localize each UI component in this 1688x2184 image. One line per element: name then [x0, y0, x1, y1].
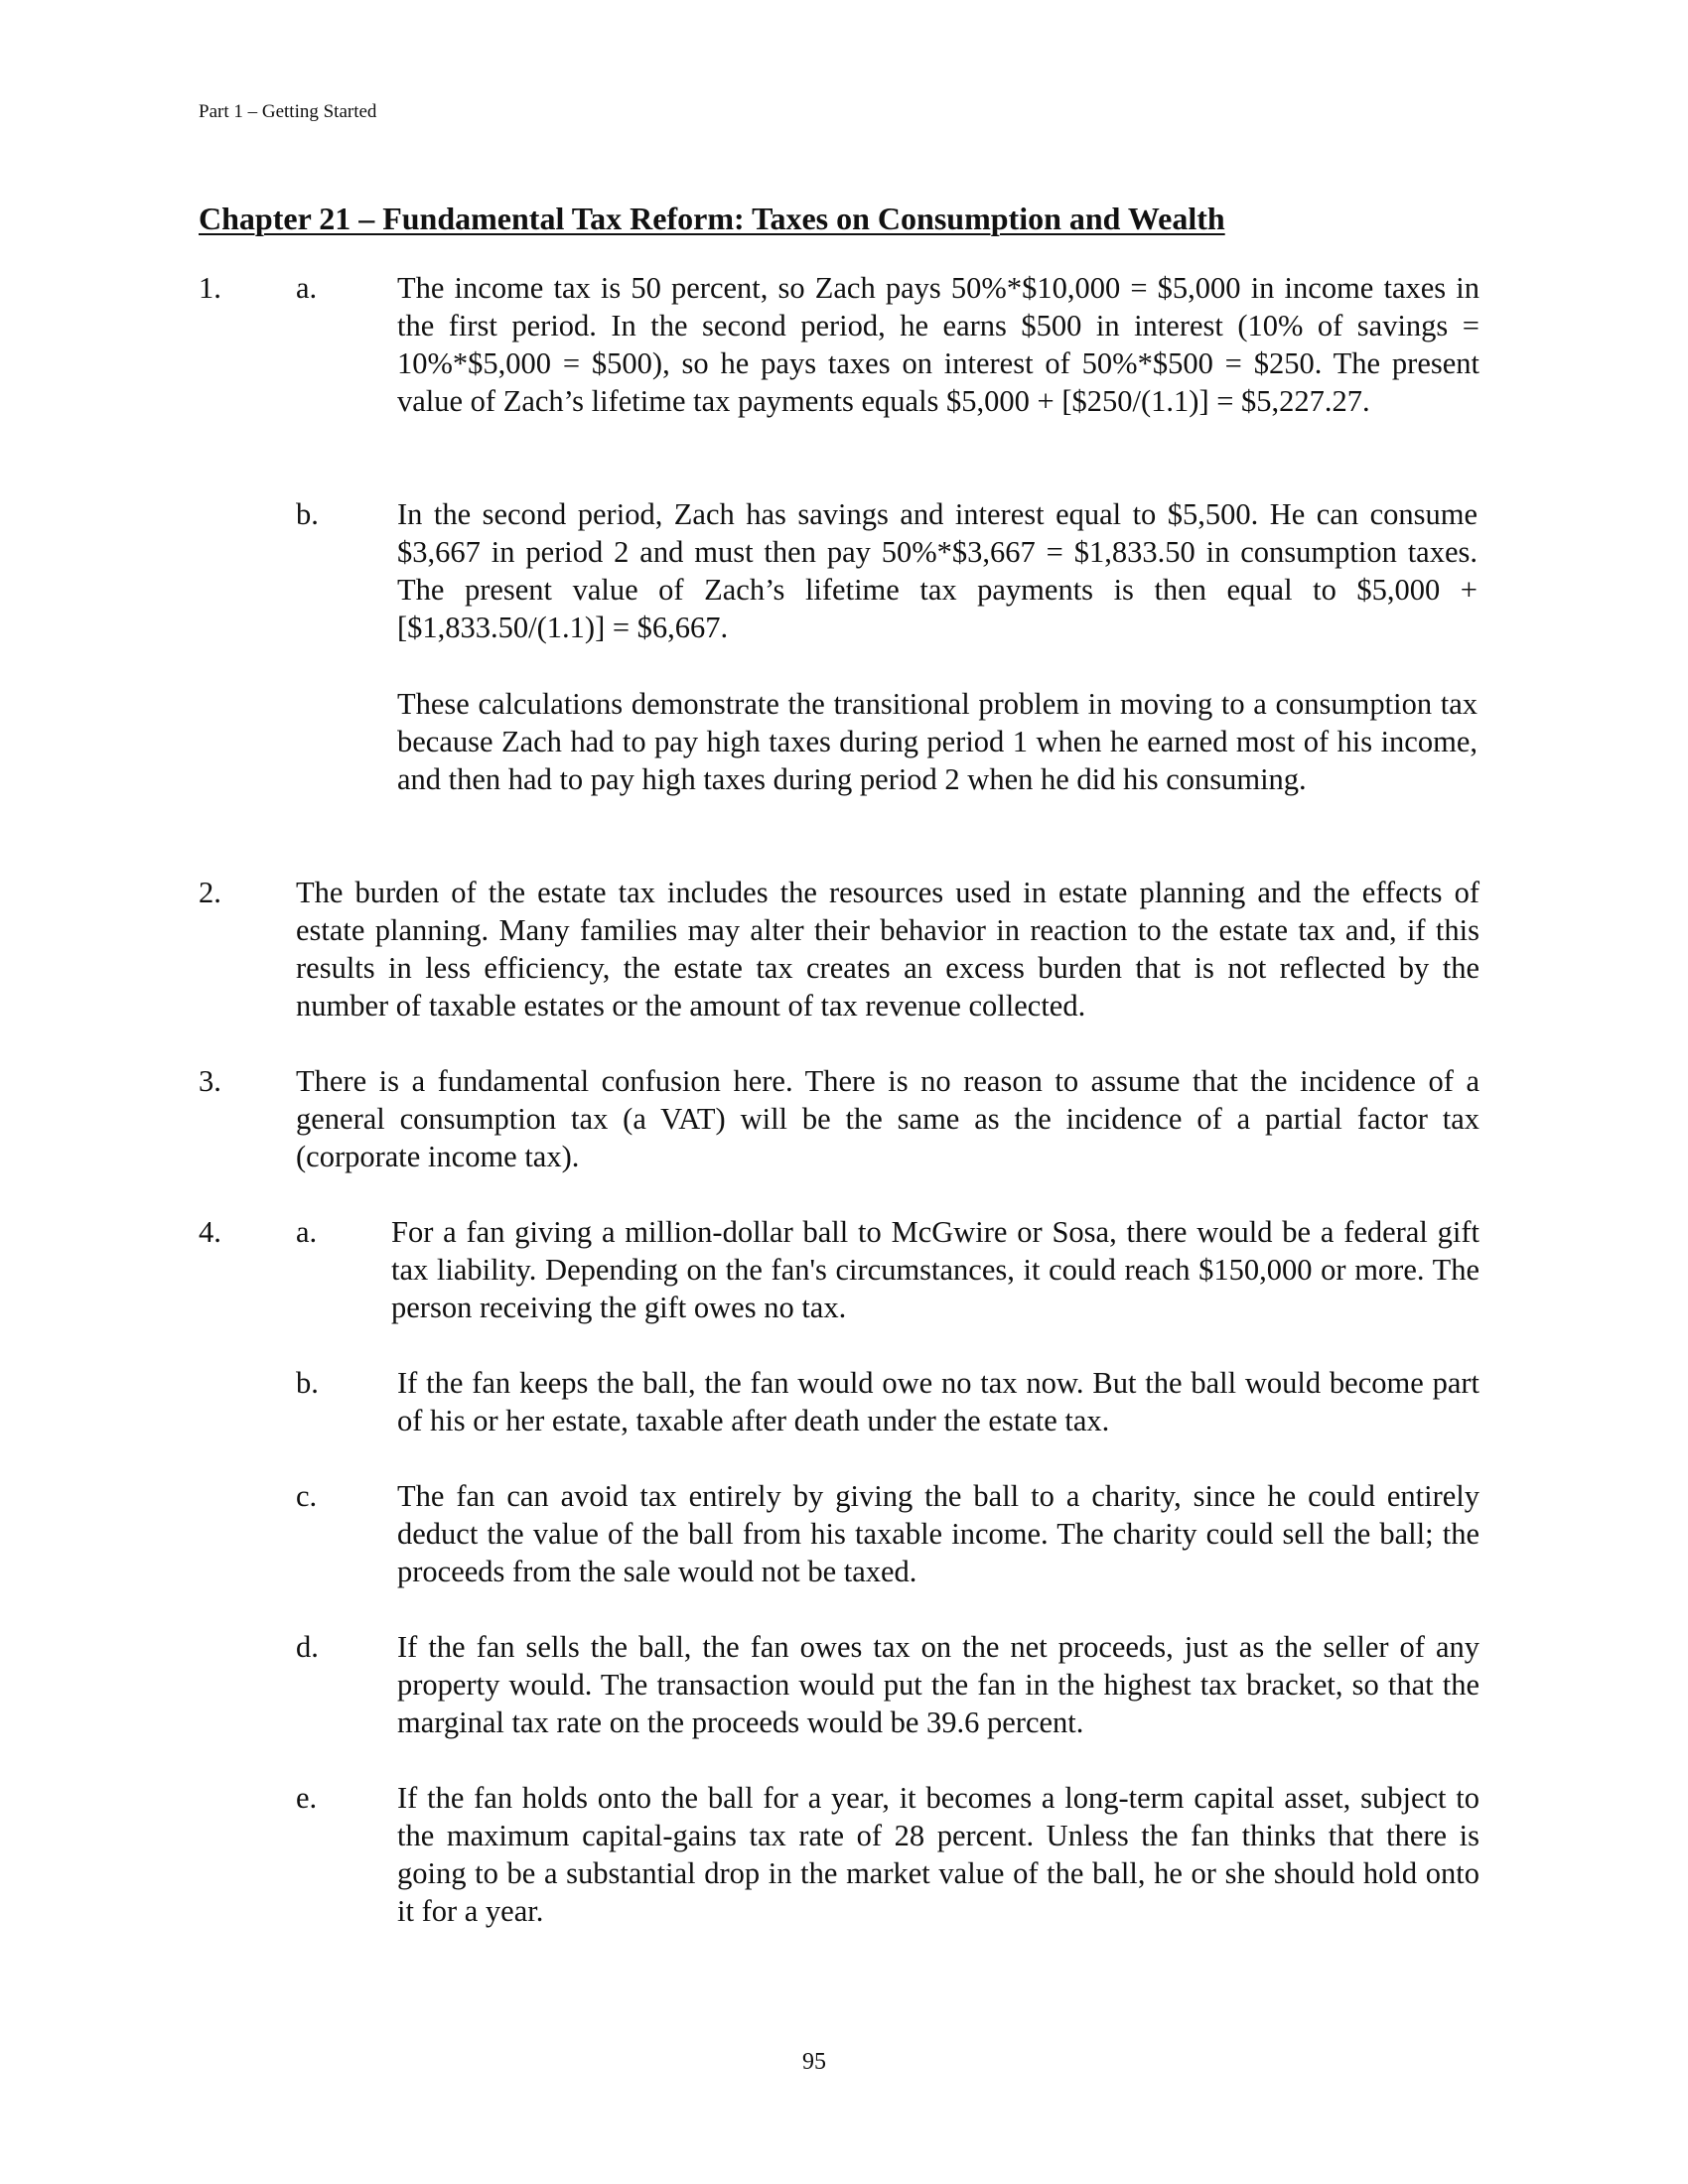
question-1b-followup: These calculations demonstrate the transitional problem in moving to a consumption tax because Zach had to pay high taxes during period 1 when he earned most of his income, and then had to pay high taxes during period 2 when he did his consuming.	[397, 687, 1477, 796]
question-3-text: There is a fundamental confusion here. There is no reason to assume that the incidence of a general consumption tax (a VAT) will be the same as the incidence of a partial factor tax (corporate income tax).	[296, 1064, 1479, 1173]
question-4a-text: For a fan giving a million-dollar ball to McGwire or Sosa, there would be a federal gift tax liability. Depending on the fan's circumstances, it could reach $150,000 or more. The person receiving the gift owes no tax.	[391, 1215, 1479, 1324]
question-1-number: 1.	[199, 271, 221, 305]
question-4c-text: The fan can avoid tax entirely by giving the ball to a charity, since he could entirely deduct the value of the ball from his taxable income. The charity could sell the ball; the proceeds from the sale would not be taxed.	[397, 1479, 1479, 1588]
question-4-number: 4.	[199, 1215, 221, 1249]
question-4c-label: c.	[296, 1479, 318, 1513]
question-1a-label: a.	[296, 271, 318, 305]
question-1a-text: The income tax is 50 percent, so Zach pays 50%*$10,000 = $5,000 in income taxes in the first period. In the second period, he earns $500 in interest (10% of savings = 10%*$5,000 = $500), so he pays taxes on interest of 50%*$500 = $250. The present value of Zach’s lifetime tax payments equals $5,000 + [$250/(1.1)] = $5,227.27.	[397, 271, 1479, 418]
question-4e-label: e.	[296, 1781, 318, 1815]
question-4e-text: If the fan holds onto the ball for a year, it becomes a long-term capital asset, subject to the maximum capital-gains tax rate of 28 percent. Unless the fan thinks that there is going to be a substantial drop in the market value of the ball, he or she should hold onto it for a year.	[397, 1781, 1479, 1928]
running-header: Part 1 – Getting Started	[199, 101, 377, 122]
question-4a-label: a.	[296, 1215, 318, 1249]
question-3-number: 3.	[199, 1064, 221, 1098]
question-4b-label: b.	[296, 1366, 319, 1400]
page-number: 95	[802, 2049, 826, 2075]
question-2-number: 2.	[199, 876, 221, 909]
question-1b-text: In the second period, Zach has savings and interest equal to $5,500. He can consume $3,667 in period 2 and must then pay 50%*$3,667 = $1,833.50 in consumption taxes. The present value of Zach’s lifetime tax payments is then equal to $5,000 + [$1,833.50/(1.1)] = $6,667.	[397, 497, 1477, 644]
question-1b-label: b.	[296, 497, 319, 531]
question-4b-text: If the fan keeps the ball, the fan would owe no tax now. But the ball would become part of his or her estate, taxable after death under the estate tax.	[397, 1366, 1479, 1437]
chapter-title: Chapter 21 – Fundamental Tax Reform: Taxes on Consumption and Wealth	[199, 201, 1225, 236]
question-2-text: The burden of the estate tax includes the resources used in estate planning and the effects of estate planning. Many families may alter their behavior in reaction to the estate tax and, if this results in less efficiency, the estate tax creates an excess burden that is not reflected by the number of taxable estates or the amount of tax revenue collected.	[296, 876, 1479, 1023]
question-4d-text: If the fan sells the ball, the fan owes tax on the net proceeds, just as the seller of any property would. The transaction would put the fan in the highest tax bracket, so that the marginal tax rate on the proceeds would be 39.6 percent.	[397, 1630, 1479, 1739]
question-4d-label: d.	[296, 1630, 319, 1664]
